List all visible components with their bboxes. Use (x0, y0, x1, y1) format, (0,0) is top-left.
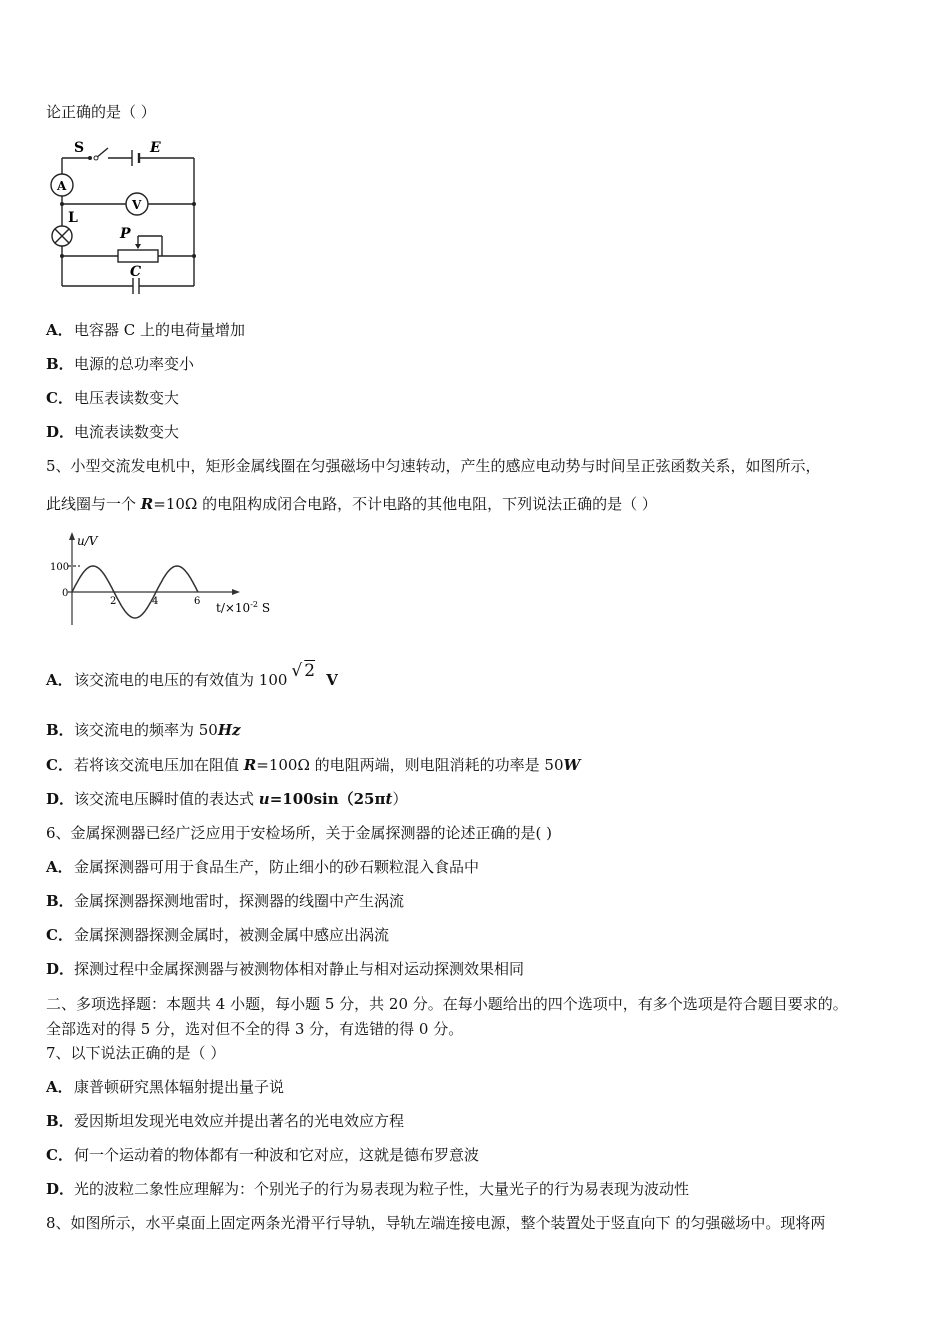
q5-option-a: A．该交流电的电压的有效值为 100 √ 2 V (46, 661, 338, 689)
graph-tick-4: 4 (152, 596, 159, 607)
graph-tick-2: 2 (110, 596, 117, 607)
sine-wave-graph (46, 530, 286, 630)
graph-tick-6: 6 (194, 596, 201, 607)
q6-option-b: B．金属探测器探测地雷时，探测器的线圈中产生涡流 (46, 892, 405, 910)
q4-option-b: B．电源的总功率变小 (46, 355, 195, 373)
q8-stem: 8、如图所示，水平桌面上固定两条光滑平行导轨，导轨左端连接电源，整个装置处于竖直向下 的匀强磁场中。现将两 (46, 1214, 826, 1232)
q4-option-a: A．电容器 C 上的电荷量增加 (46, 321, 246, 339)
q6-option-d: D．探测过程中金属探测器与被测物体相对静止与相对运动探测效果相同 (46, 960, 525, 978)
q7-option-d: D．光的波粒二象性应理解为：个别光子的行为易表现为粒子性，大量光子的行为易表现为波动性 (46, 1180, 690, 1198)
label-l: L (68, 210, 78, 226)
q7-option-a: A．康普顿研究黑体辐射提出量子说 (46, 1078, 285, 1096)
label-a: A (57, 179, 67, 193)
graph-origin: 0 (62, 588, 69, 599)
q4-option-d: D．电流表读数变大 (46, 423, 180, 441)
intro-text: 论正确的是（ ） (46, 103, 156, 121)
q4-option-c: C．电压表读数变大 (46, 389, 180, 407)
label-p: P (120, 226, 131, 242)
sqrt-symbol: √ 2 (291, 661, 316, 681)
q5-stem-line1: 5、小型交流发电机中，矩形金属线圈在匀强磁场中匀速转动，产生的感应电动势与时间呈正弦函数关系，如图所示， (46, 457, 821, 475)
label-s: S (74, 140, 85, 156)
q6-option-c: C．金属探测器探测金属时，被测金属中感应出涡流 (46, 926, 390, 944)
label-e: E (150, 140, 161, 156)
circuit-diagram (46, 136, 206, 298)
label-c: C (130, 264, 142, 280)
q7-option-b: B．爱因斯坦发现光电效应并提出著名的光电效应方程 (46, 1112, 405, 1130)
graph-ylabel: u/V (77, 534, 98, 548)
graph-xlabel: $t/\times 10^{-2}$ S (216, 600, 271, 615)
section2-heading-line1: 二、多项选择题：本题共 4 小题，每小题 5 分，共 20 分。在每小题给出的四个选项中，有多个选项是符合题目要求的。 (46, 995, 848, 1013)
q5-option-d: D．该交流电压瞬时值的表达式 u=100sin（25πt） (46, 790, 408, 808)
section2-heading-line2: 全部选对的得 5 分，选对但不全的得 3 分，有选错的得 0 分。 (46, 1020, 464, 1038)
q5-option-b: B．该交流电的频率为 50Hz (46, 721, 241, 739)
q7-stem: 7、以下说法正确的是（ ） (46, 1044, 226, 1062)
label-v: V (132, 198, 142, 212)
q7-option-c: C．何一个运动着的物体都有一种波和它对应，这就是德布罗意波 (46, 1146, 480, 1164)
q5-option-c: C．若将该交流电压加在阻值 R=100Ω 的电阻两端，则电阻消耗的功率是 50W (46, 756, 581, 774)
q6-option-a: A．金属探测器可用于食品生产，防止细小的砂石颗粒混入食品中 (46, 858, 480, 876)
q6-stem: 6、金属探测器已经广泛应用于安检场所，关于金属探测器的论述正确的是( ) (46, 824, 553, 842)
graph-yvalue: 100 (50, 562, 70, 573)
q5-stem-line2: 此线圈与一个 R=10Ω 的电阻构成闭合电路，不计电路的其他电阻，下列说法正确的是（ ） (46, 495, 657, 513)
